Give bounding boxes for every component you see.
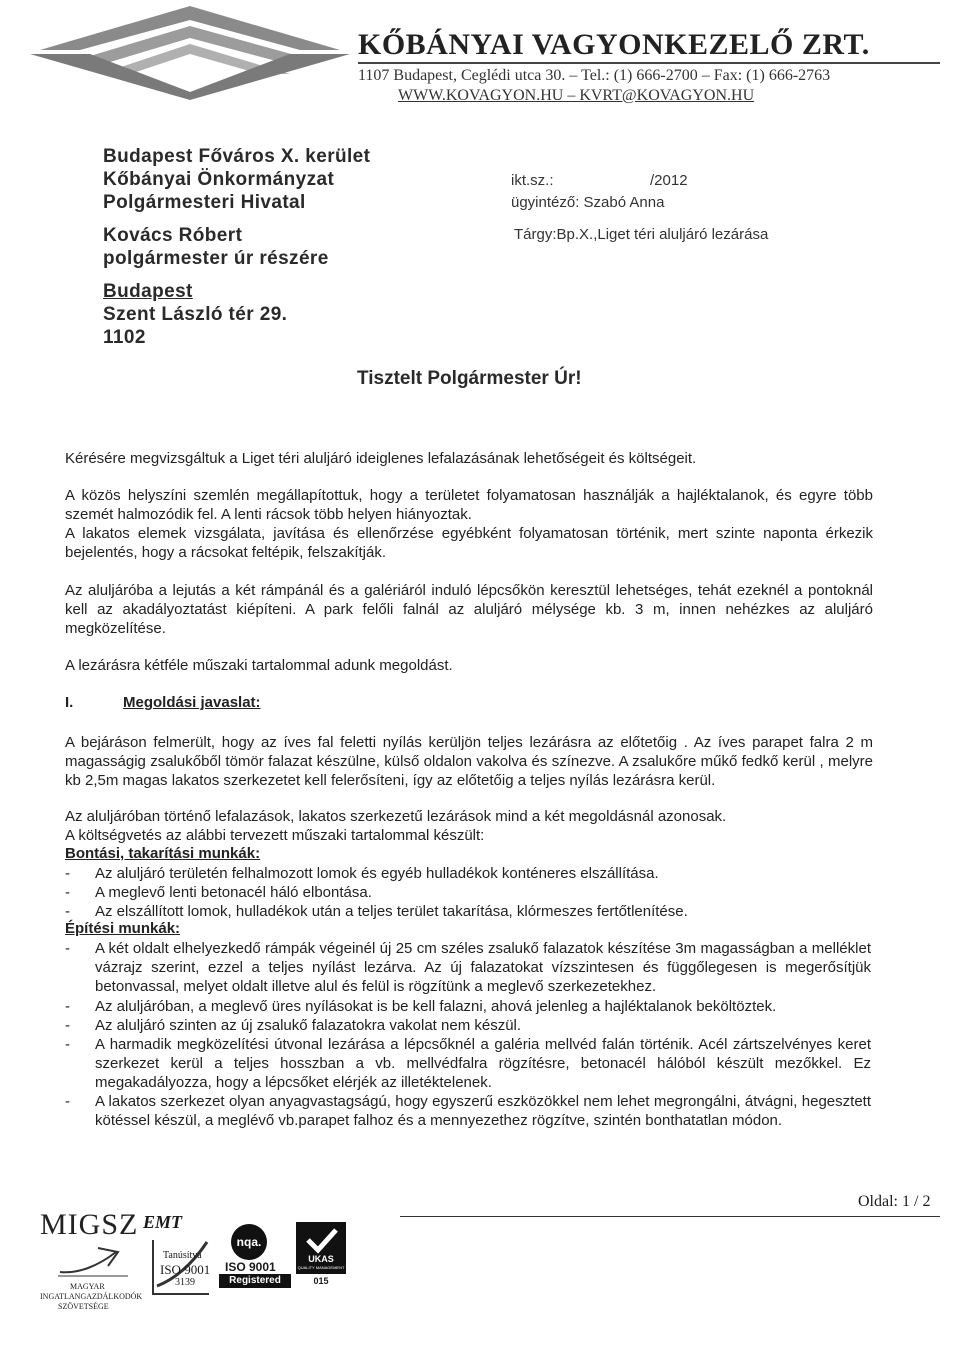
- recipient-line-2: Kőbányai Önkormányzat: [103, 169, 335, 190]
- list-item-text: Az elszállított lomok, hulladékok után a teljes terület takarítása, klórmeszes fertőtlenítése.: [95, 903, 688, 920]
- list-item: [65, 902, 873, 921]
- ukas-sub: QUALITY MANAGEMENT: [297, 1265, 345, 1270]
- emt-cert-2: ISO 9001: [160, 1262, 211, 1277]
- ukas-number: 015: [313, 1276, 329, 1286]
- list-item-text: Az aluljáró területén felhalmozott lomok és egyéb hulladékok konténeres elszállítása.: [95, 865, 659, 882]
- emt-cert-1: Tanúsítva: [163, 1250, 202, 1261]
- nqa-logo: [219, 1222, 291, 1286]
- iktsz-value: /2012: [650, 172, 688, 189]
- heading-epitesi: Építési munkák:: [65, 920, 181, 937]
- list-item-text: A meglevő lenti betonacél háló elbontása.: [95, 884, 372, 901]
- company-contact-line: 1107 Budapest, Ceglédi utca 30. – Tel.: (1) 666-2700 – Fax: (1) 666-2763: [358, 67, 831, 84]
- company-logo: [30, 4, 350, 100]
- ugyintezo: ügyintéző: Szabó Anna: [511, 194, 665, 211]
- subject-line: Tárgy:Bp.X.,Liget téri aluljáró lezárása: [514, 226, 769, 243]
- recipient-name: Kovács Róbert: [103, 225, 243, 246]
- list-dash: -: [65, 998, 70, 1015]
- paragraph-2: A közös helyszíni szemlén megállapítottuk, hogy a területet folyamatosan használják a hajléktalanok, és egyre több szemét halmozódik fel. A lenti rácsok több helyen hiányoztak.: [65, 487, 873, 524]
- web-email-text[interactable]: WWW.KOVAGYON.HU – KVRT@KOVAGYON.HU: [398, 87, 755, 104]
- section-title: Megoldási javaslat:: [123, 694, 261, 711]
- list-dash: -: [65, 940, 70, 957]
- migsz-sub-3: SZÖVETSÉGE: [58, 1302, 109, 1311]
- list-item-text: Az aluljáró szinten az új zsalukő falazatokra vakolat nem készül.: [95, 1017, 522, 1034]
- migsz-sub-2: INGATLANGAZDÁLKODÓK: [40, 1292, 143, 1301]
- emt-logo-text: EMT: [143, 1212, 183, 1232]
- footer-rule: [400, 1216, 940, 1217]
- salutation: Tisztelt Polgármester Úr!: [357, 368, 582, 389]
- paragraph-5: A lezárásra kétféle műszaki tartalommal adunk megoldást.: [65, 657, 453, 674]
- nqa-badge: nqa.: [231, 1224, 267, 1260]
- list-dash: -: [65, 1093, 70, 1110]
- list-item-text: A harmadik megközelítési útvonal lezárása a lépcsőknél a galéria mellvéd falán történik. Acél zártszelvényes keret szerkezet kerül a teljes hosszban a vb. mellvédfalra rögzítésre, betonacél hálóból készült mezőkkel. Ez megakadályozza, hogy a lépcsőket elérjék az illetéktelenek.: [95, 1036, 871, 1092]
- recipient-title: polgármester úr részére: [103, 248, 329, 269]
- company-name: KŐBÁNYAI VAGYONKEZELŐ ZRT.: [358, 28, 870, 61]
- ukas-logo: [296, 1222, 346, 1294]
- recipient-zip: 1102: [103, 327, 146, 348]
- company-web-email[interactable]: [398, 87, 754, 105]
- section-number: I.: [65, 694, 74, 711]
- nqa-registered: Registered: [219, 1274, 291, 1288]
- list-dash: -: [65, 1036, 70, 1053]
- migsz-emblem-icon: [58, 1244, 128, 1280]
- list-item: [65, 883, 873, 902]
- paragraph-7: Az aluljáróban történő lefalazások, lakatos szerkezetű lezárások mind a két megoldásnál azonosak.: [65, 808, 727, 825]
- list-item: [65, 1092, 873, 1150]
- nqa-iso: ISO 9001: [225, 1260, 276, 1274]
- recipient-line-1: Budapest Főváros X. kerület: [103, 146, 371, 167]
- migsz-sub-1: MAGYAR: [70, 1282, 105, 1291]
- list-item: [65, 939, 873, 997]
- iktsz-label: ikt.sz.:: [511, 172, 554, 189]
- paragraph-1: Kérésére megvizsgáltuk a Liget téri aluljáró ideiglenes lefalazásának lehetőségeit és költségeit.: [65, 450, 697, 467]
- header-rule: [358, 62, 940, 64]
- list-item-text: Az aluljáróban, a meglevő üres nyílásokat is be kell falazni, ahová jelenleg a hajléktalanok beköltöztek.: [95, 998, 777, 1015]
- heading-bontasi: Bontási, takarítási munkák:: [65, 845, 261, 862]
- list-dash: -: [65, 884, 70, 901]
- list-item-text: A lakatos szerkezet olyan anyagvastagságú, hogy egyszerű eszközökkel nem lehet megrongálni, átvágni, hegesztett kötéssel készül, a meglévő vb.parapet falhoz és a mennyezethez rögzítve, szintén bonthatatlan módon.: [95, 1093, 871, 1130]
- list-dash: -: [65, 865, 70, 882]
- ukas-crown-box: [296, 1222, 346, 1274]
- list-item: [65, 997, 873, 1016]
- paragraph-6: A bejáráson felmerült, hogy az íves fal feletti nyílás kerüljön teljes lezárásra az előtetőig . Az íves parapet falra 2 m magasságig zsalukőből tömör falazat készülne, külső oldalon vakolva és színezve. A zsalukőre műkő fedkő kerül , melyre kb 2,5m magas lakatos szerkezetet kell felerősíteni, így az előtetőig a teljes nyílás lezárásra kerül.: [65, 734, 873, 790]
- recipient-street: Szent László tér 29.: [103, 304, 288, 325]
- list-item: [65, 1035, 873, 1093]
- paragraph-8: A költségvetés az alábbi tervezett műszaki tartalommal készült:: [65, 827, 485, 844]
- list-dash: -: [65, 1017, 70, 1034]
- page-number: Oldal: 1 / 2: [858, 1193, 931, 1210]
- ukas-text: UKAS: [308, 1254, 334, 1264]
- emt-cert-3: 3139: [175, 1277, 195, 1288]
- list-item-text: A két oldalt elhelyezkedő rámpák végeinél új 25 cm széles zsalukő falazatok készítése 3m magasságban a melléklet vázrajz szerint, ezzel a teljes nyílást lezárva. Az új falazatokat vízszintesen és függőlegesen is megerősítjük betonvassal, melyet oldalt illetve alul és felül is rögzítünk a meglevő szerkezetekhez.: [95, 940, 871, 996]
- list-dash: -: [65, 903, 70, 920]
- migsz-logo-text: MIGSZ: [40, 1208, 139, 1241]
- list-item: [65, 1016, 873, 1035]
- list-item: [65, 864, 873, 883]
- recipient-city: Budapest: [103, 281, 193, 302]
- recipient-line-3: Polgármesteri Hivatal: [103, 192, 306, 213]
- paragraph-4: Az aluljáróba a lejutás a két rámpánál és a galériáról induló lépcsőkön keresztül lehetséges, tehát ezeknél a pontoknál kell az akadályoztatást kiépíteni. A park felőli falnál az aluljáró mélysége kb. 3 m, innen nehézkes az aluljáró megközelítése.: [65, 582, 873, 638]
- paragraph-3: A lakatos elemek vizsgálata, javítása és ellenőrzése egyébként folyamatosan történik, mert szinte naponta érkezik bejelentés, hogy a rácsokat feltépik, felszakítják.: [65, 525, 873, 562]
- ukas-tick-icon: [296, 1222, 346, 1256]
